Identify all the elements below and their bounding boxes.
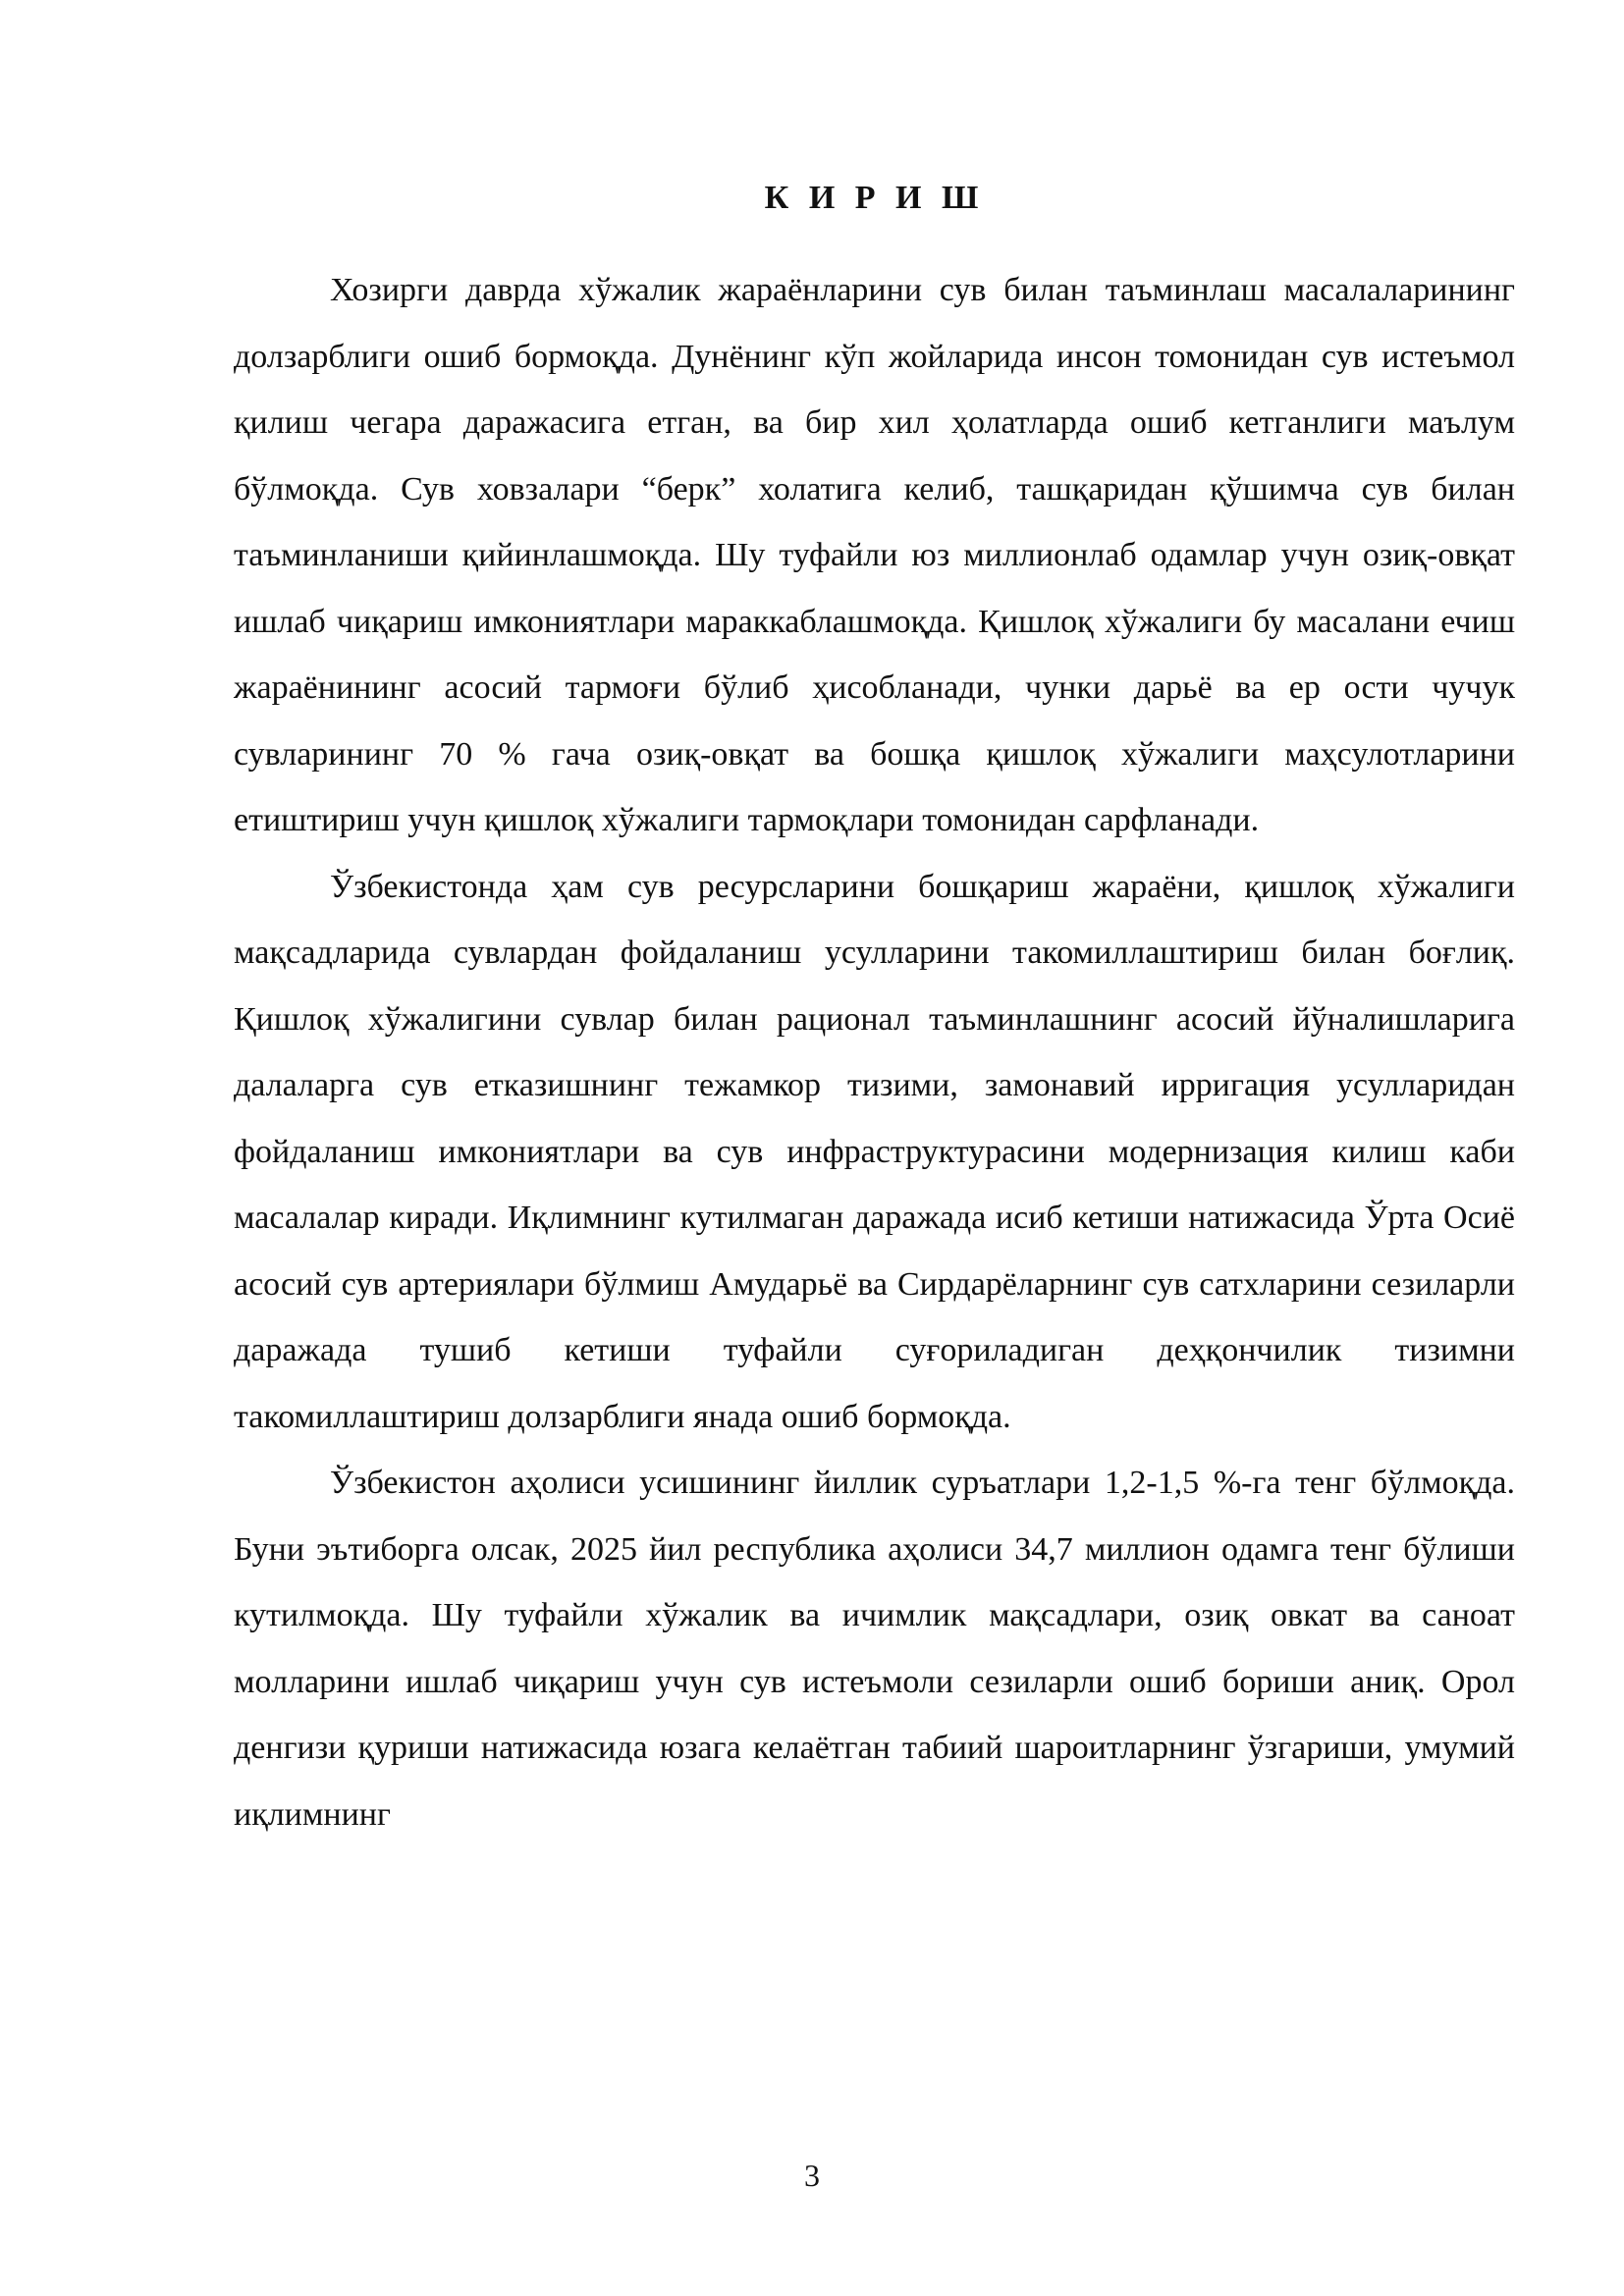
paragraph-3: Ўзбекистон аҳолиси усишининг йиллик суръатлари 1,2-1,5 %-га тенг бўлмоқда. Буни эътиборга олсак, 2025 йил республика аҳолиси 34,7 миллион одамга тенг бўлиши кутилмоқда. Шу туфайли хўжалик ва ичимлик мақсадлари, озиқ овкат ва саноат молларини ишлаб чиқариш учун сув истеъмоли сезиларли ошиб бориши аниқ. Орол денгизи қуриши натижасида юзага келаётган табиий шароитларнинг ўзгариши, умумий иқлимнинг xyxy=(234,1465,1515,1833)
paragraph-2: Ўзбекистонда ҳам сув ресурсларини бошқариш жараёни, қишлоқ хўжалиги мақсадларида сувлардан фойдаланиш усулларини такомиллаштириш билан боғлиқ. Қишлоқ хўжалигини сувлар билан рационал таъминлашнинг асосий йўналишларига далаларга сув етказишнинг тежамкор тизими, замонавий ирригация усулларидан фойдаланиш имкониятлари ва сув инфраструктурасини модернизация килиш каби масалалар киради. Иқлимнинг кутилмаган даражада исиб кетиши натижасида Ўрта Осиё асосий сув артериялари бўлмиш Амударьё ва Сирдарёларнинг сув сатхларини сезиларли даражада тушиб кетиши туфайли суғориладиган деҳқончилик тизимни такомиллаштириш долзарблиги янада ошиб бормоқда. xyxy=(234,868,1515,1435)
document-title: К И Р И Ш xyxy=(764,180,985,216)
page-number: 3 xyxy=(804,2158,820,2193)
paragraph-1: Хозирги даврда хўжалик жараёнларини сув билан таъминлаш масалаларининг долзарблиги ошиб бормоқда. Дунёнинг кўп жойларида инсон томонидан сув истеъмол қилиш чегара даражасига етган, ва бир хил ҳолатларда ошиб кетганлиги маълум бўлмоқда. Сув ховзалари “берк” холатига келиб, ташқаридан қўшимча сув билан таъминланиши қийинлашмоқда. Шу туфайли юз миллионлаб одамлар учун озиқ-овқат ишлаб чиқариш имкониятлари мараккаблашмоқда. Қишлоқ хўжалиги бу масалани ечиш жараёнининг асосий тармоғи бўлиб ҳисобланади, чунки дарьё ва ер ости чучук сувларининг 70 % гача озиқ-овқат ва бошқа қишлоқ хўжалиги маҳсулотларини етиштириш учун қишлоқ хўжалиги тармоқлари томонидан сарфланади. xyxy=(234,272,1515,838)
document-page xyxy=(234,147,1515,1847)
